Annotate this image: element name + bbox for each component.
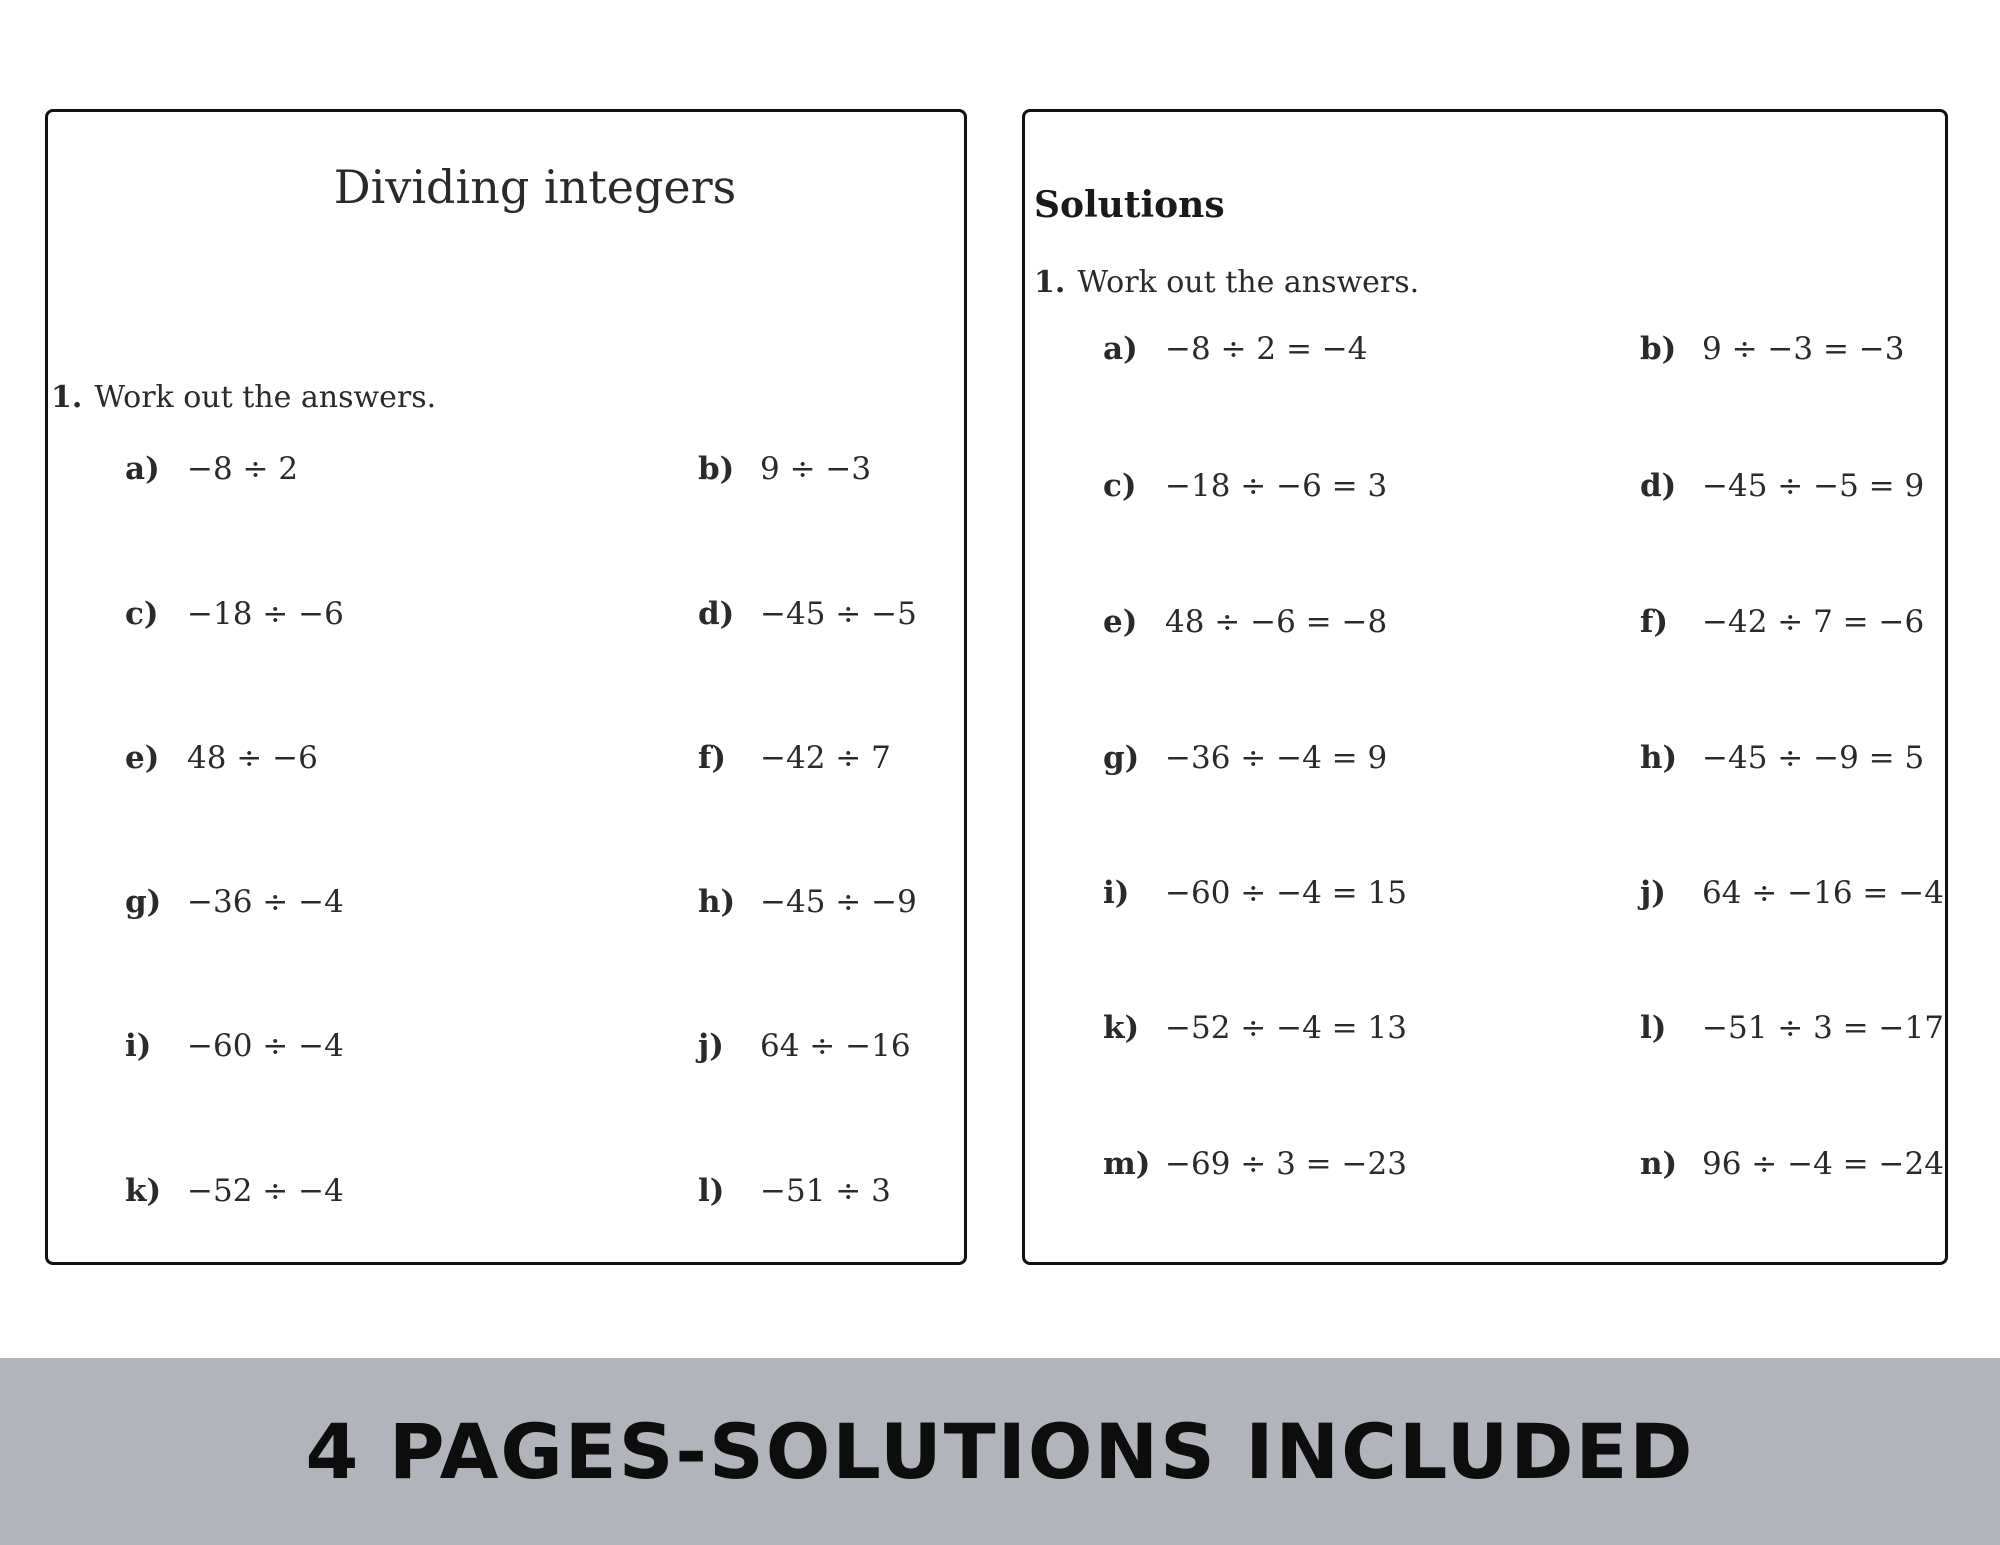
problem-label: k) (1103, 1010, 1140, 1046)
instruction-text: Work out the answers. (94, 380, 437, 415)
solution-b (1640, 331, 1904, 367)
problem-expression: −60 ÷ −4 (187, 1028, 344, 1064)
solutions-page (1022, 109, 1948, 1265)
problem-label: i) (1103, 875, 1130, 911)
problem-expression: −42 ÷ 7 (760, 740, 891, 776)
solution-expression: 96 ÷ −4 = −24 (1702, 1146, 1944, 1182)
problem-expression: −51 ÷ 3 (760, 1173, 891, 1209)
solution-g (1103, 740, 1387, 776)
solution-l (1640, 1010, 1944, 1046)
problem-label: d) (698, 596, 735, 632)
problem-d (698, 596, 917, 632)
problem-label: c) (125, 596, 159, 632)
problem-a (125, 451, 298, 487)
solution-expression: 64 ÷ −16 = −4 (1702, 875, 1944, 911)
solution-expression: −60 ÷ −4 = 15 (1165, 875, 1407, 911)
problem-label: b) (698, 451, 735, 487)
problem-f (698, 740, 891, 776)
solution-expression: 48 ÷ −6 = −8 (1165, 604, 1388, 640)
problem-label: d) (1640, 468, 1677, 504)
solution-expression: −36 ÷ −4 = 9 (1165, 740, 1388, 776)
problem-label: e) (1103, 604, 1138, 640)
solution-expression: −45 ÷ −5 = 9 (1702, 468, 1925, 504)
problem-label: c) (1103, 468, 1137, 504)
problem-label: g) (125, 884, 162, 920)
solution-n (1640, 1146, 1944, 1182)
problem-c (125, 596, 344, 632)
problem-label: j) (698, 1028, 724, 1064)
problem-label: h) (1640, 740, 1678, 776)
solution-c (1103, 468, 1387, 504)
solution-expression: −52 ÷ −4 = 13 (1165, 1010, 1407, 1046)
problem-b (698, 451, 871, 487)
problem-expression: 9 ÷ −3 (760, 451, 872, 487)
worksheet-page (45, 109, 967, 1265)
problem-label: a) (1103, 331, 1138, 367)
solution-m (1103, 1146, 1407, 1182)
question-number: 1. (1034, 265, 1066, 300)
problem-h (698, 884, 917, 920)
problem-expression: −45 ÷ −9 (760, 884, 917, 920)
problem-label: i) (125, 1028, 152, 1064)
problem-label: b) (1640, 331, 1677, 367)
solution-expression: −18 ÷ −6 = 3 (1165, 468, 1388, 504)
solution-expression: −51 ÷ 3 = −17 (1702, 1010, 1944, 1046)
solution-expression: −69 ÷ 3 = −23 (1165, 1146, 1407, 1182)
solution-i (1103, 875, 1407, 911)
problem-label: m) (1103, 1146, 1151, 1182)
problem-l (698, 1173, 891, 1209)
solution-e (1103, 604, 1387, 640)
problem-label: g) (1103, 740, 1140, 776)
solutions-title: Solutions (1034, 184, 1225, 226)
instruction-text: Work out the answers. (1077, 265, 1420, 300)
footer-banner (0, 1358, 2000, 1545)
solution-d (1640, 468, 1924, 504)
solution-a (1103, 331, 1367, 367)
solution-f (1640, 604, 1924, 640)
solution-h (1640, 740, 1924, 776)
solution-expression: −42 ÷ 7 = −6 (1702, 604, 1925, 640)
problem-expression: −18 ÷ −6 (187, 596, 344, 632)
problem-label: l) (1640, 1010, 1667, 1046)
problem-label: f) (1640, 604, 1669, 640)
problem-label: n) (1640, 1146, 1678, 1182)
problem-label: e) (125, 740, 160, 776)
solution-expression: 9 ÷ −3 = −3 (1702, 331, 1905, 367)
problem-label: l) (698, 1173, 725, 1209)
question-number: 1. (51, 380, 83, 415)
solution-k (1103, 1010, 1407, 1046)
problem-label: a) (125, 451, 160, 487)
solution-expression: −45 ÷ −9 = 5 (1702, 740, 1925, 776)
problem-i (125, 1028, 344, 1064)
problem-expression: 64 ÷ −16 (760, 1028, 911, 1064)
solutions-instruction (1034, 265, 1419, 300)
problem-expression: −52 ÷ −4 (187, 1173, 344, 1209)
worksheet-instruction (51, 380, 436, 415)
problem-expression: −8 ÷ 2 (187, 451, 299, 487)
problem-expression: −45 ÷ −5 (760, 596, 917, 632)
problem-label: h) (698, 884, 736, 920)
problem-label: f) (698, 740, 727, 776)
worksheet-title: Dividing integers (333, 160, 737, 214)
solution-j (1640, 875, 1944, 911)
solution-expression: −8 ÷ 2 = −4 (1165, 331, 1368, 367)
problem-k (125, 1173, 344, 1209)
problem-expression: −36 ÷ −4 (187, 884, 344, 920)
problem-label: k) (125, 1173, 162, 1209)
problem-label: j) (1640, 875, 1666, 911)
problem-e (125, 740, 318, 776)
problem-j (698, 1028, 911, 1064)
problem-expression: 48 ÷ −6 (187, 740, 318, 776)
problem-g (125, 884, 344, 920)
footer-caption: 4 PAGES-SOLUTIONS INCLUDED (305, 1407, 1695, 1496)
